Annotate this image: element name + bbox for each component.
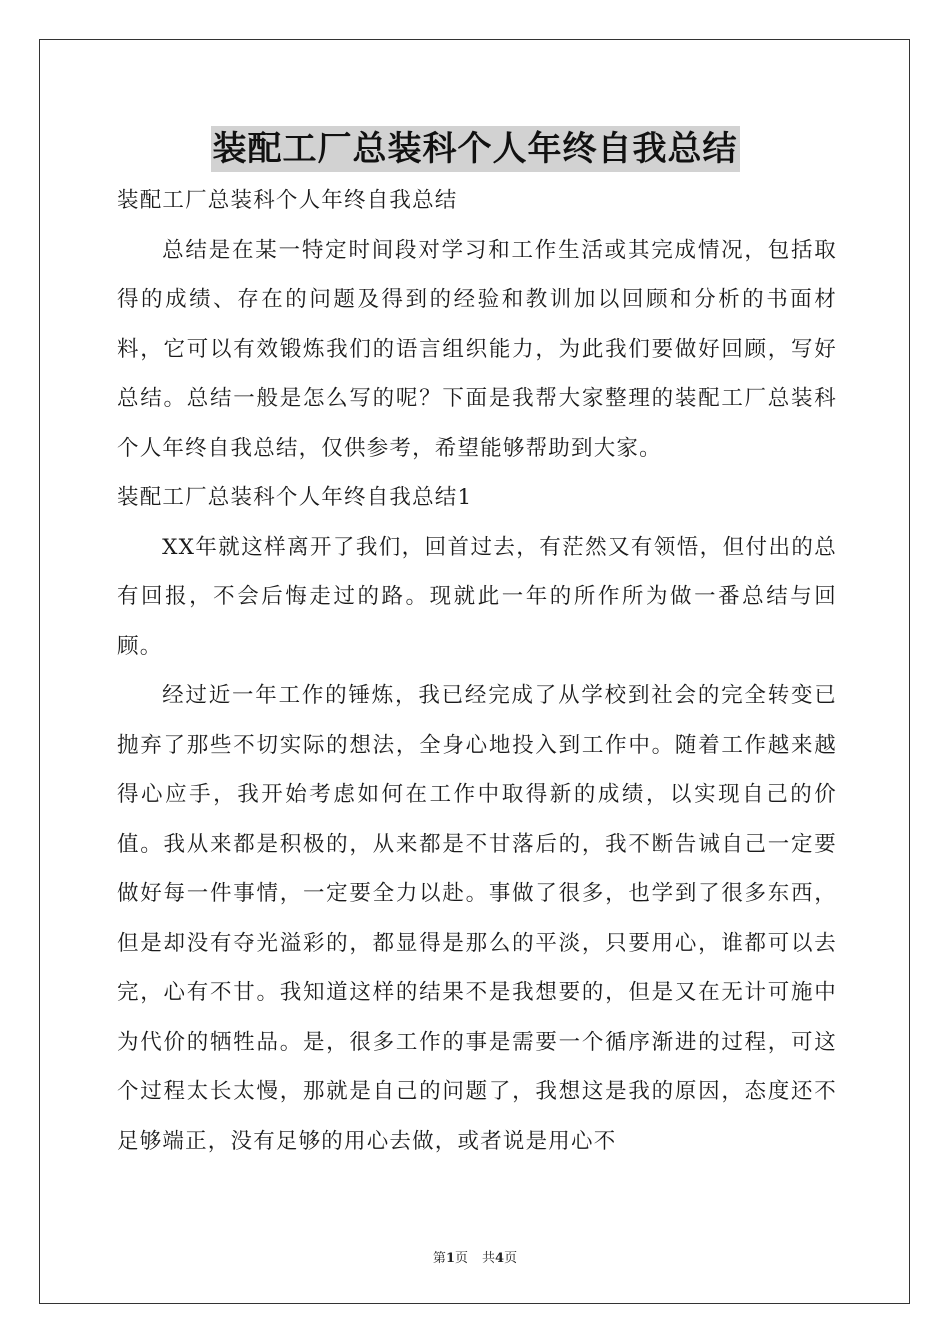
subtitle-paragraph: 装配工厂总装科个人年终自我总结 — [117, 188, 458, 213]
intro-paragraph: 总结是在某一特定时间段对学习和工作生活或其完成情况，包括取得的成绩、存在的问题及得到的经验和教训加以回顾和分析的书面材料，它可以有效锻炼我们的语言组织能力，为此我们要做好回顾，写好总结。总结一般是怎么写的呢？下面是我帮大家整理的装配工厂总装科个人年终自我总结，仅供参考，希望能够帮助到大家。 — [117, 237, 837, 461]
title-container — [0, 126, 950, 172]
document-title: 装配工厂总装科个人年终自我总结 — [211, 126, 740, 172]
total-prefix: 共 — [482, 1251, 496, 1266]
total-page-count: 4 — [495, 1251, 505, 1266]
document-body — [117, 176, 837, 1166]
page-suffix: 页 — [454, 1251, 468, 1266]
page-prefix: 第 — [432, 1251, 446, 1266]
section-heading: 装配工厂总装科个人年终自我总结1 — [117, 485, 473, 510]
current-page-number: 1 — [445, 1251, 455, 1266]
body-paragraph: 经过近一年工作的锤炼，我已经完成了从学校到社会的完全转变已抛弃了那些不切实际的想法，全身心地投入到工作中。随着工作越来越得心应手，我开始考虑如何在工作中取得新的成绩，以实现自己的价值。我从来都是积极的，从来都是不甘落后的，我不断告诫自己一定要做好每一件事情，一定要全力以赴。事做了很多，也学到了很多东西，但是却没有夺光溢彩的，都显得是那么的平淡，只要用心，谁都可以去完，心有不甘。我知道这样的结果不是我想要的，但是又在无计可施中为代价的牺牲品。是，很多工作的事是需要一个循序渐进的过程，可这个过程太长太慢，那就是自己的问题了，我想这是我的原因，态度还不足够端正，没有足够的用心去做，或者说是用心不 — [117, 683, 837, 1154]
body-paragraph: XX年就这样离开了我们，回首过去，有茫然又有领悟，但付出的总有回报，不会后悔走过的路。现就此一年的所作所为做一番总结与回顾。 — [117, 534, 837, 659]
page-footer — [0, 1247, 950, 1266]
total-suffix: 页 — [504, 1251, 518, 1266]
